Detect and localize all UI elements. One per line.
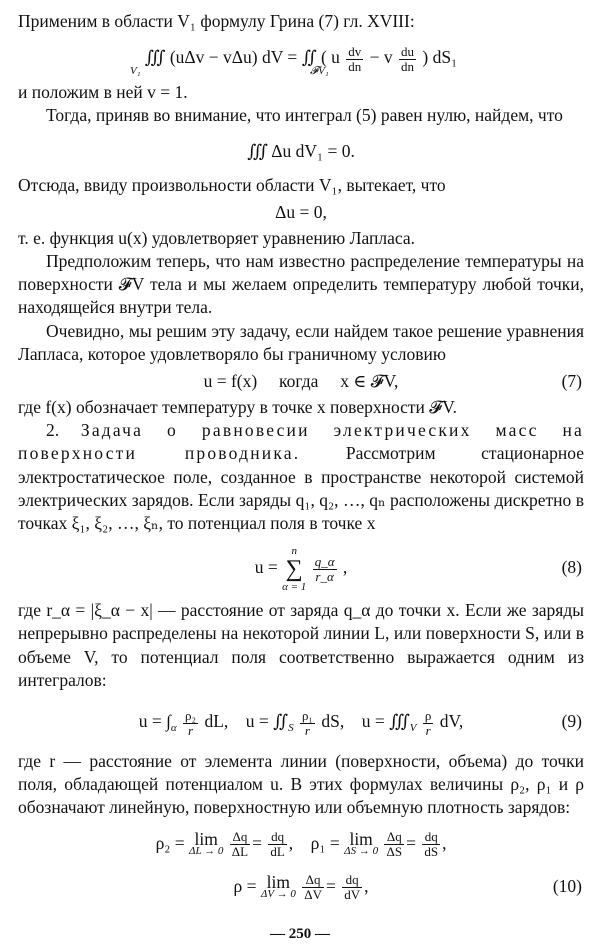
eq9-b-frac: $\frac{\text{ρ₁}}{r}$ <box>301 707 313 738</box>
para-suppose: Предположим теперь, что нам известно распределение температуры на поверхности 𝓕V тела и мы желаем определить температуру любой точки, находящейся внутри тела. <box>18 251 584 318</box>
section-2 <box>18 419 584 535</box>
equation-10-line1: ρ₂ = lim ΔL → 0 $\frac{\Delta q}{\Delta L}$ = $\frac{dq}{dL}$ , ρ₁ = lim ΔS → 0 $\frac{\Delta q}{\Delta S}$ = $\frac{dq}{dS}$ , <box>155 828 447 860</box>
eq10-b-frac2: $\frac{dq}{dS}$ <box>424 829 439 860</box>
green-right-open: ( u <box>320 47 340 68</box>
eq10-a-left: ρ₂ = <box>155 832 185 853</box>
eq9-c-rest: dV, <box>439 711 464 732</box>
eq7-body: u = f(x) когда x ∈ 𝓕V, <box>203 371 399 392</box>
para-where-f: где f(x) обозначает температуру в точке x поверхности 𝓕V. <box>18 397 457 418</box>
equation-9 <box>18 695 584 747</box>
laplace-eq: Δu = 0, <box>275 201 327 222</box>
integral-zero: ∭ Δu dV₁ = 0. <box>247 140 355 161</box>
equation-8 <box>18 538 584 596</box>
eq8-tail: , <box>342 557 348 578</box>
limit-fv1: 𝓕V₁ <box>310 65 329 78</box>
para-ie: т. е. функция u(x) удовлетворяет уравнению Лапласа. <box>18 227 416 248</box>
section-2-text: Рассмотрим стационарное электростатическое поле, созданное в пространстве некоторой системой электрических зарядов. Если заряды q₁, q₂, …, qₙ расположены дискретно в точках ξ₁, ξ₂, …, ξₙ, то потенциал поля в точке x <box>18 443 584 534</box>
para-obvious: Очевидно, мы решим эту задачу, если найдем такое решение уравнения Лапласа, которое удовлетворяло бы граничному условию <box>18 320 584 364</box>
para-then: Тогда, приняв во внимание, что интеграл (5) равен нулю, найдем, что <box>46 105 563 126</box>
eq9-c-frac: $\frac{\rho}{r}$ <box>424 707 432 738</box>
eq8-sum-bottom: α = 1 <box>282 581 307 594</box>
frac-dv-dn: $\frac{dv}{dn}$ <box>348 43 362 74</box>
eq10-a-frac1: $\frac{\Delta q}{\Delta L}$ <box>231 829 249 860</box>
para-where-r: где r_α = |ξ_α − x| — расстояние от заряда q_α до точки x. Если же заряды непрерывно распределены на некоторой линии L, или поверхности S, или в объеме V, то потенциал поля соответственно выражается одним из интегралов: <box>18 600 584 690</box>
eq10-b-left: ρ₁ = <box>310 832 340 853</box>
set-v-line: и положим в ней v = 1. <box>18 82 188 103</box>
document-page <box>18 10 584 909</box>
section-2-number: 2. <box>46 420 81 441</box>
eq10-c-lim: lim ΔV → 0 <box>260 871 296 900</box>
equation-10-line2: ρ = lim ΔV → 0 $\frac{\Delta q}{\Delta V}$ = $\frac{dq}{dV}$ , (10) <box>18 866 584 906</box>
eq8-sum-top: n <box>291 545 297 558</box>
eq9-b-lim: S <box>288 722 294 735</box>
eq10-c-frac1: $\frac{\Delta q}{\Delta V}$ <box>304 872 322 903</box>
eq8-sum-sign: ∑ <box>285 556 303 583</box>
green-right-end: ) dS₁ <box>422 47 458 68</box>
eq9-a-rest: dL, <box>204 711 229 732</box>
eq9-number: (9) <box>561 711 582 732</box>
eq8-sum <box>282 545 306 593</box>
eq7-number: (7) <box>561 371 582 392</box>
green-formula <box>18 36 584 78</box>
eq9-c-lim: V <box>409 722 417 735</box>
para-where-r2: где r — расстояние от элемента линии (поверхности, объема) до точки поля, обладающей потенциалом u. В этих формулах величины ρ₂, ρ₁ и ρ обозначают линейную, поверхностную или объемную плотность зарядов: <box>18 751 584 818</box>
eq9-a-lim: α <box>170 722 177 735</box>
green-left: ∭ (uΔv − vΔu) dV = <box>144 47 298 68</box>
eq9-b-rest: dS, <box>321 711 345 732</box>
eq8-number: (8) <box>561 557 582 578</box>
eq8-frac: $\frac{q\_\alpha}{r\_\alpha}$ <box>314 553 335 584</box>
frac-du-dn: $\frac{du}{dn}$ <box>401 43 415 74</box>
green-right-integral: ∬ <box>301 47 317 68</box>
eq10-c-left: ρ = <box>233 875 257 896</box>
green-right-minus: − v <box>369 47 393 68</box>
intro-line: Применим в области V₁ формулу Грина (7) гл. XVIII: <box>18 11 415 31</box>
para-hence: Отсюда, ввиду произвольности области V₁, вытекает, что <box>18 174 446 195</box>
eq10-a-frac2: $\frac{dq}{dL}$ <box>270 829 285 860</box>
eq10-b-lim: lim ΔS → 0 <box>344 828 379 857</box>
section-2-title: Задача о равновесии электрических масс на поверхности проводника. <box>18 420 584 464</box>
eq8-left: u = <box>254 557 278 578</box>
eq10-c-frac2: $\frac{dq}{dV}$ <box>344 872 361 903</box>
equation-7 <box>18 369 584 393</box>
eq10-a-lim: lim ΔL → 0 <box>189 828 224 857</box>
eq10-number: (10) <box>552 875 582 896</box>
page-number: — 250 — <box>270 926 330 942</box>
eq9-c: u = ∭ <box>361 711 410 732</box>
eq10-b-frac1: $\frac{\Delta q}{\Delta S}$ <box>386 829 403 860</box>
limit-v1: V₁ <box>130 65 141 78</box>
eq9-a: u = ∫ <box>138 711 171 732</box>
eq9-a-frac: $\frac{\text{ρ₂}}{r}$ <box>185 707 197 738</box>
eq9-b: u = ∬ <box>245 711 289 732</box>
